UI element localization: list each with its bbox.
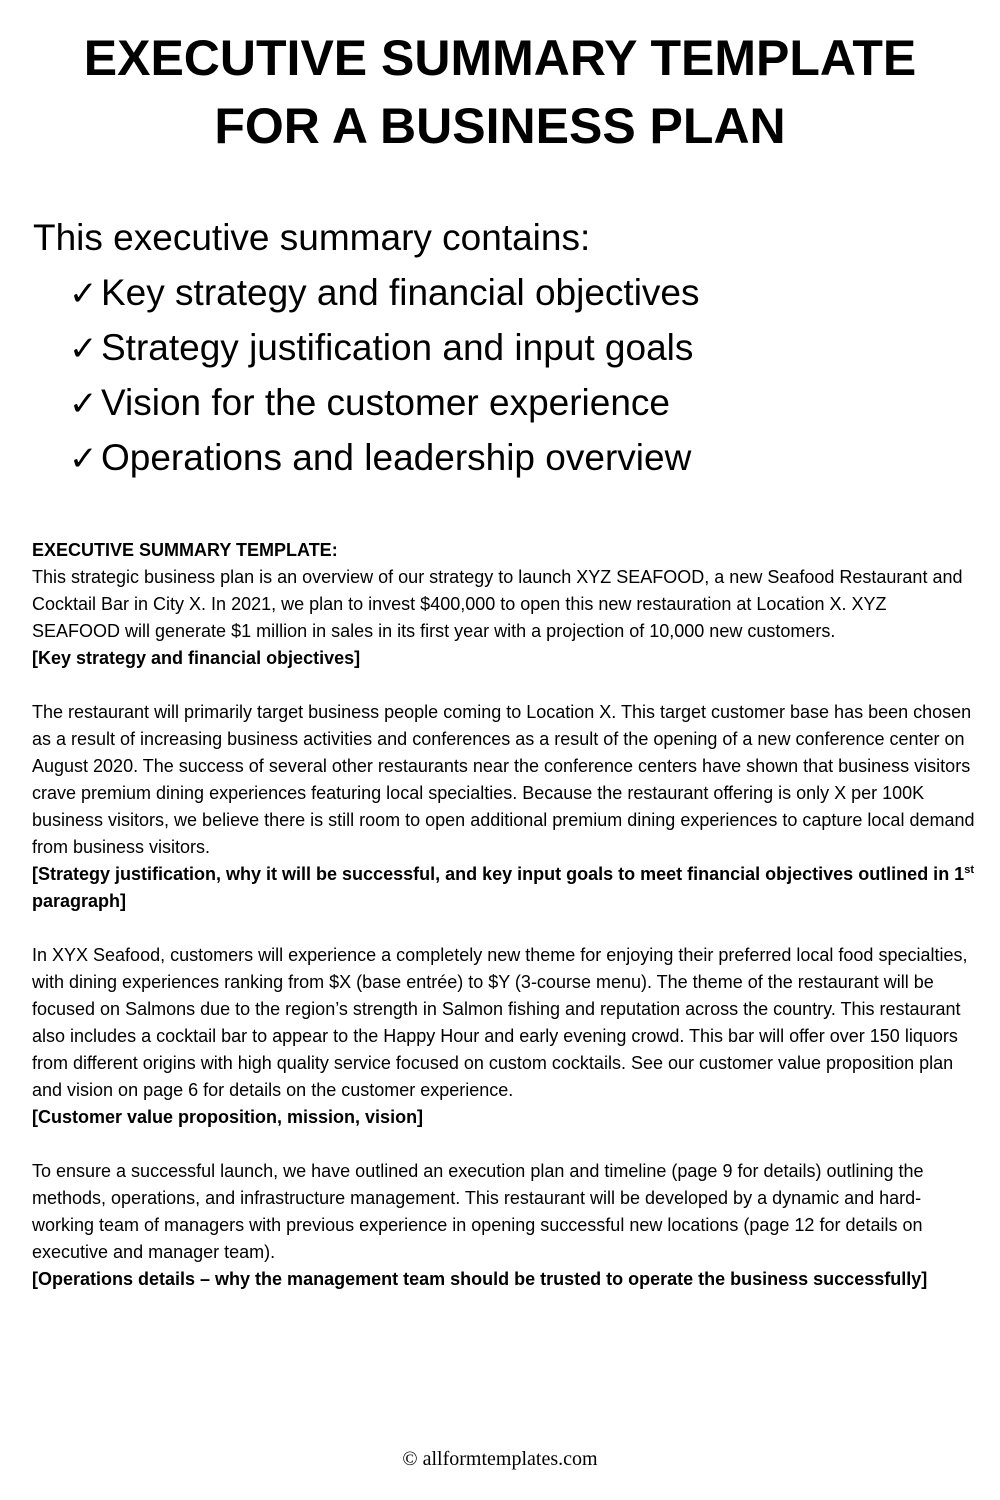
checkmark-icon: ✓ (69, 440, 98, 478)
note-justification (32, 861, 977, 915)
checklist-item-label: Key strategy and financial objectives (101, 272, 700, 313)
note-justification-text: [Strategy justification, why it will be successful, and key input goals to meet financial objectives outlined in 1 (32, 864, 965, 884)
contents-heading: This executive summary contains: (33, 217, 591, 258)
note-strategy: [Key strategy and financial objectives] (32, 648, 361, 668)
checklist-item-label: Vision for the customer experience (101, 382, 671, 423)
checkmark-icon: ✓ (69, 385, 98, 423)
paragraph-customer-experience: In XYX Seafood, customers will experience a completely new theme for enjoying their preferred local food specialties, with dining experiences ranking from $X (base entrée) to $Y (3-course menu). The theme of the restaurant will be focused on Salmons due to the region’s strength in Salmon fishing and reputation across the country. This restaurant also includes a cocktail bar to appear to the Happy Hour and early evening crowd. This bar will offer over 150 liquors from different origins with high quality service focused on custom cocktails. See our customer value proposition plan and vision on page 6 for details on the customer experience. (32, 945, 968, 1100)
note-operations: [Operations details – why the management team should be trusted to operate the business successfully] (32, 1269, 928, 1289)
note-customer-experience: [Customer value proposition, mission, vision] (32, 1107, 424, 1127)
paragraph-operations: To ensure a successful launch, we have outlined an execution plan and timeline (page 9 for details) outlining the methods, operations, and infrastructure management. This restaurant will be developed by a dynamic and hard-working team of managers with previous experience in opening successful new locations (page 12 for details on executive and manager team). (32, 1161, 924, 1262)
template-heading: EXECUTIVE SUMMARY TEMPLATE: (32, 540, 338, 560)
checkmark-icon: ✓ (69, 330, 98, 368)
paragraph-gap (32, 915, 977, 942)
paragraph-gap (32, 672, 977, 699)
note-justification-sup: st (964, 864, 974, 876)
checklist-item (69, 376, 973, 431)
checklist-item-label: Strategy justification and input goals (101, 327, 694, 368)
checkmark-icon: ✓ (69, 275, 98, 313)
checklist-item-label: Operations and leadership overview (101, 437, 692, 478)
contents-checklist (33, 266, 973, 486)
note-justification-end: paragraph] (32, 891, 127, 911)
paragraph-justification: The restaurant will primarily target business people coming to Location X. This target customer base has been chosen as a result of increasing business activities and conferences as a result of the opening of a new conference center on August 2020. The success of several other restaurants near the conference centers have shown that business visitors crave premium dining experiences featuring local specialties. Because the restaurant offering is only X per 100K business visitors, we believe there is still room to open additional premium dining experiences to capture local demand from business visitors. (32, 702, 975, 857)
title-line-1: EXECUTIVE SUMMARY TEMPLATE (83, 30, 917, 86)
copyright-footer: © allformtemplates.com (402, 1448, 598, 1470)
checklist-item (69, 266, 973, 321)
summary-contents (33, 210, 973, 486)
title-line-2: FOR A BUSINESS PLAN (214, 98, 786, 154)
checklist-item (69, 431, 973, 486)
page-title (0, 24, 1000, 160)
checklist-item (69, 321, 973, 376)
template-body (32, 537, 977, 1293)
paragraph-gap (32, 1131, 977, 1158)
paragraph-strategy: This strategic business plan is an overview of our strategy to launch XYZ SEAFOOD, a new Seafood Restaurant and Cocktail Bar in City X. In 2021, we plan to invest $400,000 to open this new restauration at Location X. XYZ SEAFOOD will generate $1 million in sales in its first year with a projection of 10,000 new customers. (32, 567, 963, 641)
